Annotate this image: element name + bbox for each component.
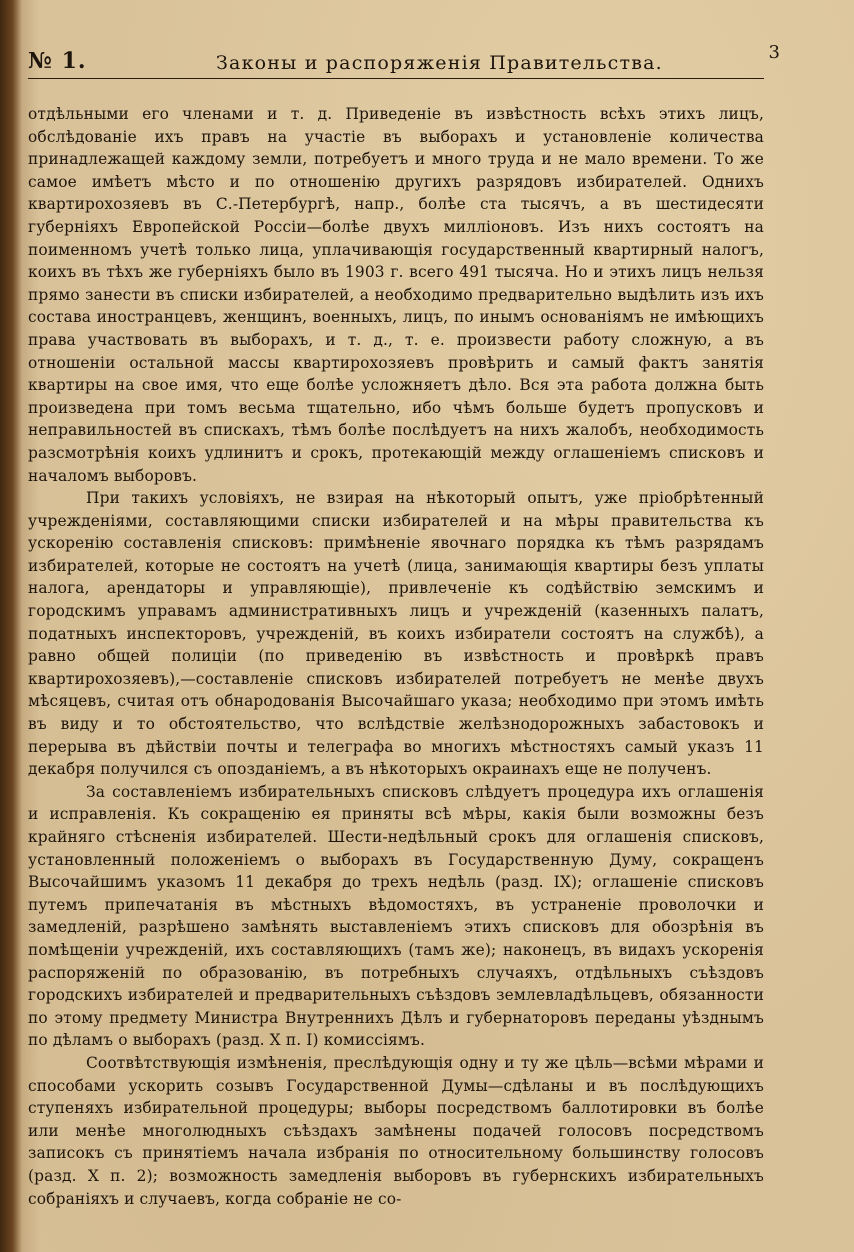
- page-binding-edge: [0, 0, 22, 1252]
- paragraph: За составленіемъ избирательныхъ списковъ слѣдуетъ процедура ихъ оглашенія и исправленія. Къ сокращенію ея приняты всѣ мѣры, какія были возможны безъ крайняго стѣсненія избирателей. Шести-недѣльный срокъ для оглашенія списковъ, установленный положеніемъ о выборахъ въ Государственную Думу, сокращенъ Высочайшимъ указомъ 11 декабря до трехъ недѣль (разд. IX); оглашеніе списковъ путемъ припечатанія въ мѣстныхъ вѣдомостяхъ, въ устраненіе проволочки и замедленій, разрѣшено замѣнять выставленіемъ этихъ списковъ для обозрѣнія въ помѣщеніи учрежденій, ихъ составляющихъ (тамъ же); наконецъ, въ видахъ ускоренія распоряженій по образованію, въ потребныхъ случаяхъ, отдѣльныхъ съѣздовъ городскихъ избирателей и предварительныхъ съѣздовъ землевладѣльцевъ, обязанности по этому предмету Министра Внутреннихъ Дѣлъ и губернаторовъ переданы уѣзднымъ по дѣламъ о выборахъ (разд. X п. I) комиссіямъ.: [28, 782, 764, 1050]
- issue-number: № 1.: [28, 48, 87, 74]
- document-page: [28, 40, 780, 1210]
- paragraph: При такихъ условіяхъ, не взирая на нѣкоторый опытъ, уже пріобрѣтенный учрежденіями, составляющими списки избирателей и на мѣры правительства къ ускоренію составленія списковъ: примѣненіе явочнаго порядка къ тѣмъ разрядамъ избирателей, которые не состоятъ на учетѣ (лица, занимающія квартиры безъ уплаты налога, арендаторы и управляющіе), привлеченіе къ содѣйствію земскимъ и городскимъ управамъ административныхъ лицъ и учрежденій (казенныхъ палатъ, податныхъ инспекторовъ, учрежденій, въ коихъ избиратели состоятъ на службѣ), а равно общей полиціи (по приведенію въ извѣстность и провѣркѣ правъ квартирохозяевъ),—составленіе списковъ избирателей потребуетъ не менѣе двухъ мѣсяцевъ, считая отъ обнародованія Высочайшаго указа; необходимо при этомъ имѣть въ виду и то обстоятельство, что вслѣдствіе желѣзнодорожныхъ забастовокъ и перерыва въ дѣйствіи почты и телеграфа во многихъ мѣстностяхъ самый указъ 11 декабря получился съ опозданіемъ, а въ нѣкоторыхъ окраинахъ еще не полученъ.: [28, 489, 764, 779]
- running-title: Законы и распоряженія Правительства.: [216, 52, 663, 74]
- page-number: 3: [768, 42, 780, 63]
- page-header: [28, 40, 780, 79]
- paragraph-continuation: отдѣльными его членами и т. д. Приведеніе въ извѣстность всѣхъ этихъ лицъ, обслѣдованіе ихъ правъ на участіе въ выборахъ и установленіе количества принадлежащей каждому земли, потребуетъ и много труда и не мало времени. То же самое имѣетъ мѣсто и по отношенію другихъ разрядовъ избирателей. Однихъ квартирохозяевъ въ С.-Петербургѣ, напр., болѣе ста тысячъ, а въ шестидесяти губерніяхъ Европейской Россіи—болѣе двухъ милліоновъ. Изъ нихъ состоятъ на поименномъ учетѣ только лица, уплачивающія государственный квартирный налогъ, коихъ въ тѣхъ же губерніяхъ было въ 1903 г. всего 491 тысяча. Но и этихъ лицъ нельзя прямо занести въ списки избирателей, а необходимо предварительно выдѣлить изъ ихъ состава иностранцевъ, женщинъ, военныхъ, лицъ, по инымъ основаніямъ не имѣющихъ права участвовать въ выборахъ, и т. д., т. е. произвести работу сложную, а въ отношеніи остальной массы квартирохозяевъ провѣрить и самый фактъ занятія квартиры на свое имя, что еще болѣе усложняетъ дѣло. Вся эта работа должна быть произведена при томъ весьма тщательно, ибо чѣмъ больше будетъ пропусковъ и неправильностей въ спискахъ, тѣмъ болѣе послѣдуетъ на нихъ жалобъ, необходимость разсмотрѣнія коихъ удлинитъ и срокъ, протекающій между оглашеніемъ списковъ и началомъ выборовъ.: [28, 105, 764, 485]
- body-text: [28, 103, 764, 1210]
- paragraph: Соотвѣтствующія измѣненія, преслѣдующія одну и ту же цѣль—всѣми мѣрами и способами ускорить созывъ Государственной Думы—сдѣланы и въ послѣдующихъ ступеняхъ избирательной процедуры; выборы посредствомъ баллотировки въ болѣе или менѣе многолюдныхъ съѣздахъ замѣнены подачей голосовъ посредствомъ записокъ съ принятіемъ начала избранія по относительному большинству голосовъ (разд. X п. 2); возможность замедленія выборовъ въ губернскихъ избирательныхъ собраніяхъ и случаевъ, когда собраніе не со-: [28, 1053, 764, 1208]
